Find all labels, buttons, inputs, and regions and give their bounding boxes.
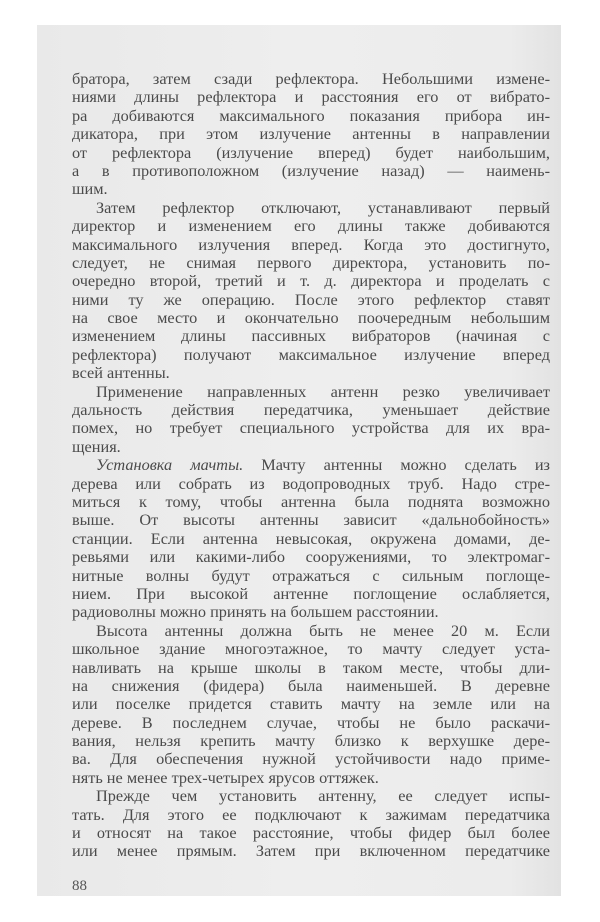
text-line (72, 677, 550, 695)
page-number: 88 (72, 878, 87, 894)
line-text: радиоволны можно принять на большем расстоянии. (72, 602, 439, 622)
book-page (37, 25, 561, 896)
text-line (72, 806, 550, 824)
section-heading: Установка мачты. (96, 455, 244, 475)
text-line (72, 88, 550, 106)
text-line (72, 272, 550, 290)
line-text: ва. Для обеспечения нужной устойчивости надо приме- (72, 749, 550, 769)
line-text: изменением длины пассивных вибраторов (начиная с (72, 326, 550, 346)
line-text: на свое место и окончательно поочередным небольшим (72, 308, 550, 328)
line-text: следует, не снимая первого директора, установить по- (72, 252, 550, 272)
line-text: дальность действия передатчика, уменьшает действие (72, 400, 550, 420)
text-line (72, 548, 550, 566)
line-text: Высота антенны должна быть не менее 20 м. Если (96, 620, 550, 640)
text-line (72, 456, 550, 474)
line-text: щения. (72, 436, 121, 456)
line-text: шим. (72, 179, 108, 199)
text-line (72, 199, 550, 217)
text-line (72, 70, 550, 88)
line-text: или поселке придется ставить мачту на земле или на (72, 694, 550, 714)
line-text: а в противоположном (излучение назад) — наимень- (72, 160, 550, 180)
line-text: нитные волны будут отражаться с сильным поглоще- (72, 565, 550, 585)
text-line (72, 144, 550, 162)
text-line (72, 824, 550, 842)
line-text: миться к тому, чтобы антенна была поднята возможно (72, 491, 550, 511)
text-line (72, 640, 550, 658)
text-line (72, 107, 550, 125)
text-line (72, 217, 550, 235)
line-text: ниями длины рефлектора и расстояния его от вибрато- (72, 87, 550, 107)
text-line (72, 842, 550, 860)
line-text: Мачту антенны можно сделать из (243, 455, 550, 475)
line-text: выше. От высоты антенны зависит «дальнобойность» (72, 510, 550, 530)
line-text: нять не менее трех-четырех ярусов оттяжек. (72, 767, 379, 787)
text-line (72, 769, 550, 787)
text-line (72, 714, 550, 732)
text-line (72, 309, 550, 327)
text-line (72, 493, 550, 511)
line-text: от рефлектора (излучение вперед) будет наибольшим, (72, 142, 550, 162)
line-text: вания, нельзя крепить мачту близко к верхушке дере- (72, 731, 550, 751)
text-line (72, 364, 550, 382)
line-text: ра добиваются максимального показания прибора ин- (72, 105, 550, 125)
text-line (72, 603, 550, 621)
line-text: директор и изменением его длины также добиваются (72, 216, 550, 236)
text-line (72, 787, 550, 805)
line-text: помех, но требует специального устройства для их вра- (72, 418, 550, 438)
line-text: дикатора, при этом излучение антенны в направлении (72, 124, 550, 144)
text-line (72, 659, 550, 677)
line-text: дереве. В последнем случае, чтобы не было раскачи- (72, 712, 550, 732)
text-line (72, 236, 550, 254)
text-line (72, 383, 550, 401)
text-line (72, 401, 550, 419)
line-text: ревьями или какими-либо сооружениями, то электромаг- (72, 547, 550, 567)
text-line (72, 585, 550, 603)
text-line (72, 125, 550, 143)
line-text: Затем рефлектор отключают, устанавливают первый (96, 197, 550, 217)
text-line (72, 750, 550, 768)
text-line (72, 180, 550, 198)
line-text: максимального излучения вперед. Когда это достигнуто, (72, 234, 550, 254)
text-line (72, 475, 550, 493)
text-line (72, 254, 550, 272)
text-line (72, 530, 550, 548)
line-text: станции. Если антенна невысокая, окружена домами, де- (72, 528, 550, 548)
line-text: всей антенны. (72, 363, 170, 383)
text-line (72, 291, 550, 309)
line-text: Применение направленных антенн резко увеличивает (96, 381, 550, 401)
text-line (72, 511, 550, 529)
line-text: Прежде чем установить антенну, ее следует испы- (96, 786, 550, 806)
line-text: очередно второй, третий и т. д. директора и проделать с (72, 271, 550, 291)
line-text: или менее прямым. Затем при включенном передатчике (72, 841, 550, 861)
text-line (72, 695, 550, 713)
line-text: братора, затем сзади рефлектора. Небольшими измене- (72, 69, 550, 88)
text-line (72, 567, 550, 585)
line-text: школьное здание многоэтажное, то мачту следует уста- (72, 639, 550, 659)
line-text: ними ту же операцию. После этого рефлектор ставят (72, 289, 550, 309)
text-line (72, 732, 550, 750)
line-text: и относят на такое расстояние, чтобы фидер был более (72, 823, 550, 843)
line-text: нием. При высокой антенне поглощение ослабляется, (72, 583, 550, 603)
line-text: на снижения (фидера) была наименьшей. В деревне (72, 675, 550, 695)
line-text: навливать на крыше школы в таком месте, чтобы дли- (72, 657, 550, 677)
line-text: рефлектора) получают максимальное излучение вперед (72, 344, 550, 364)
text-line (72, 438, 550, 456)
text-line (72, 622, 550, 640)
line-text: тать. Для этого ее подключают к зажимам передатчика (72, 804, 550, 824)
line-text: дерева или собрать из водопроводных труб. Надо стре- (72, 473, 550, 493)
text-line (72, 346, 550, 364)
text-line (72, 162, 550, 180)
body-text (72, 70, 550, 861)
text-line (72, 327, 550, 345)
text-line (72, 419, 550, 437)
